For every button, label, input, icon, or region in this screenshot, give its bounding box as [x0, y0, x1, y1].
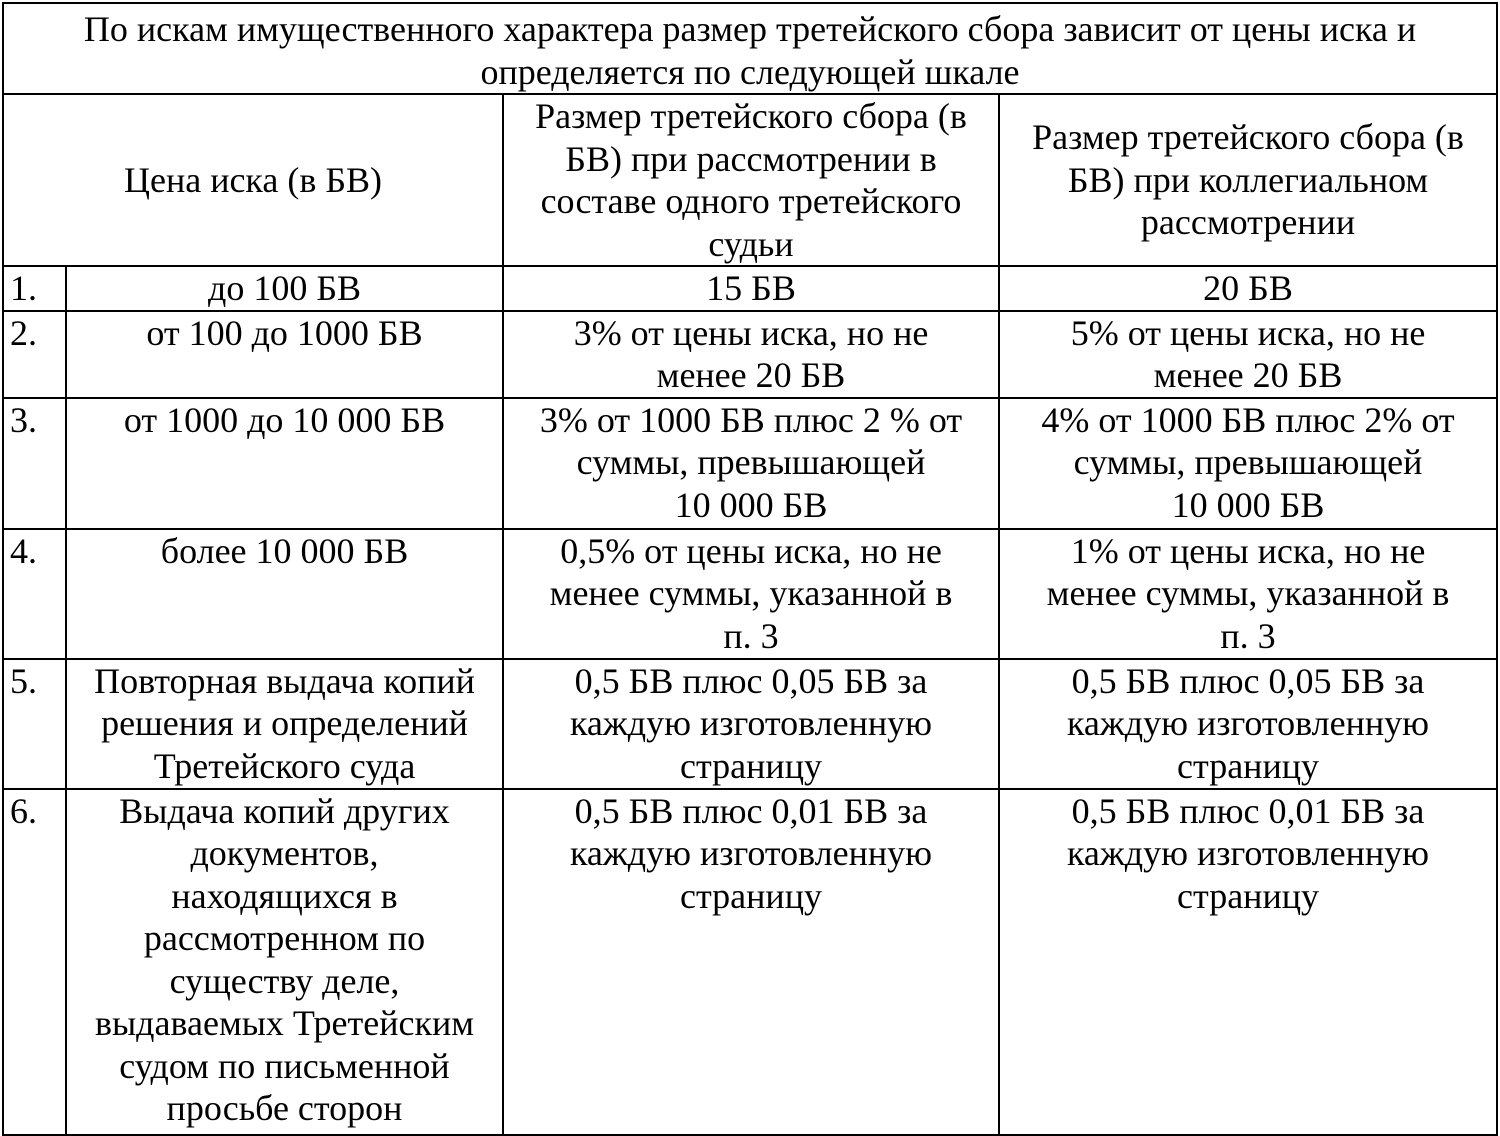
header-line: Цена иска (в БВ) [123, 159, 383, 200]
price-cell [66, 529, 503, 659]
cell-line: рассмотренном по [143, 918, 426, 958]
table-row [3, 311, 1497, 398]
cell-line: п. 3 [723, 615, 779, 656]
row-number: 5. [3, 659, 66, 789]
cell-line: 1% от цены иска, но не [1070, 530, 1426, 571]
cell-line: от 100 до 1000 БВ [146, 312, 423, 353]
cell-line: страницу [1177, 875, 1319, 916]
caption-line: определяется по следующей шкале [480, 51, 1020, 92]
cell-line: от 1000 до 10 000 БВ [123, 399, 446, 440]
cell-line: суммы, превышающей [576, 442, 926, 482]
single-judge-fee-cell [503, 398, 999, 529]
header-row [3, 94, 1497, 266]
table-row [3, 529, 1497, 659]
collegial-fee-cell [999, 529, 1497, 659]
cell-line: страницу [680, 875, 822, 916]
cell-line: более 10 000 БВ [160, 530, 409, 571]
cell-line: каждую изготовленную [569, 833, 933, 873]
cell-line: каждую изготовленную [1066, 833, 1430, 873]
cell-line: Третейского суда [153, 745, 416, 786]
cell-line: Повторная выдача копий [94, 660, 475, 701]
cell-line: 3% от 1000 БВ плюс 2 % от [539, 399, 963, 440]
cell-line: судом по письменной [119, 1045, 450, 1086]
collegial-fee-cell [999, 398, 1497, 529]
collegial-fee-cell [999, 311, 1497, 398]
cell-line: Выдача копий других [119, 790, 450, 831]
header-collegial [999, 94, 1497, 266]
cell-line: находящихся в [171, 875, 398, 916]
caption-line: По искам имущественного характера размер третейского сбора зависит от цены иска и [83, 9, 1417, 49]
header-line: Размер третейского сбора (в [535, 96, 967, 136]
cell-line: п. 3 [1220, 615, 1276, 656]
header-line: рассмотрении [1140, 202, 1356, 243]
single-judge-fee-cell [503, 266, 999, 311]
cell-line: существу деле, [169, 960, 400, 1001]
cell-line: 3% от цены иска, но не [573, 312, 929, 353]
price-cell [66, 659, 503, 789]
header-single-judge [503, 94, 999, 266]
price-cell [66, 266, 503, 311]
table-row [3, 659, 1497, 789]
cell-line: 0,5 БВ плюс 0,05 БВ за [1071, 660, 1425, 701]
fee-document [2, 2, 1496, 1136]
table-caption [3, 3, 1497, 94]
single-judge-fee-cell [503, 789, 999, 1135]
header-line: составе одного третейского [540, 181, 962, 221]
single-judge-fee-cell [503, 529, 999, 659]
arbitration-fee-table [2, 2, 1498, 1136]
cell-line: менее 20 БВ [656, 355, 846, 395]
single-judge-fee-cell [503, 659, 999, 789]
cell-line: документов, [190, 833, 379, 873]
table-row [3, 789, 1497, 1135]
price-cell [66, 311, 503, 398]
cell-line: 20 БВ [1203, 268, 1293, 308]
cell-line: страницу [680, 745, 822, 786]
cell-line: решения и определений [101, 703, 468, 743]
row-number: 2. [3, 311, 66, 398]
row-number: 6. [3, 789, 66, 1135]
caption-row [3, 3, 1497, 94]
price-cell [66, 398, 503, 529]
cell-line: 0,5% от цены иска, но не [560, 530, 942, 571]
header-line: Размер третейского сбора (в [1032, 117, 1464, 158]
collegial-fee-cell [999, 659, 1497, 789]
header-line: БВ) при рассмотрении в [565, 138, 937, 179]
cell-line: суммы, превышающей [1073, 442, 1423, 482]
cell-line: каждую изготовленную [569, 703, 933, 743]
cell-line: 10 000 БВ [674, 484, 828, 525]
single-judge-fee-cell [503, 311, 999, 398]
cell-line: каждую изготовленную [1066, 703, 1430, 743]
cell-line: до 100 БВ [208, 268, 361, 308]
header-line: судьи [708, 223, 794, 264]
cell-line: менее суммы, указанной в [549, 573, 953, 613]
collegial-fee-cell [999, 789, 1497, 1135]
collegial-fee-cell [999, 266, 1497, 311]
cell-line: менее суммы, указанной в [1046, 573, 1450, 613]
cell-line: выдаваемых Третейским [94, 1003, 475, 1043]
cell-line: 0,5 БВ плюс 0,01 БВ за [574, 790, 928, 831]
table-row [3, 266, 1497, 311]
price-cell [66, 789, 503, 1135]
row-number: 1. [3, 266, 66, 311]
cell-line: просьбе сторон [166, 1088, 403, 1128]
cell-line: страницу [1177, 745, 1319, 786]
cell-line: менее 20 БВ [1153, 355, 1343, 395]
row-number: 3. [3, 398, 66, 529]
header-line: БВ) при коллегиальном [1067, 159, 1429, 200]
cell-line: 5% от цены иска, но не [1070, 312, 1426, 353]
header-price [3, 94, 503, 266]
cell-line: 0,5 БВ плюс 0,05 БВ за [574, 660, 928, 701]
row-number: 4. [3, 529, 66, 659]
cell-line: 15 БВ [706, 268, 796, 308]
cell-line: 4% от 1000 БВ плюс 2% от [1041, 399, 1455, 440]
cell-line: 0,5 БВ плюс 0,01 БВ за [1071, 790, 1425, 831]
cell-line: 10 000 БВ [1171, 484, 1325, 525]
table-row [3, 398, 1497, 529]
